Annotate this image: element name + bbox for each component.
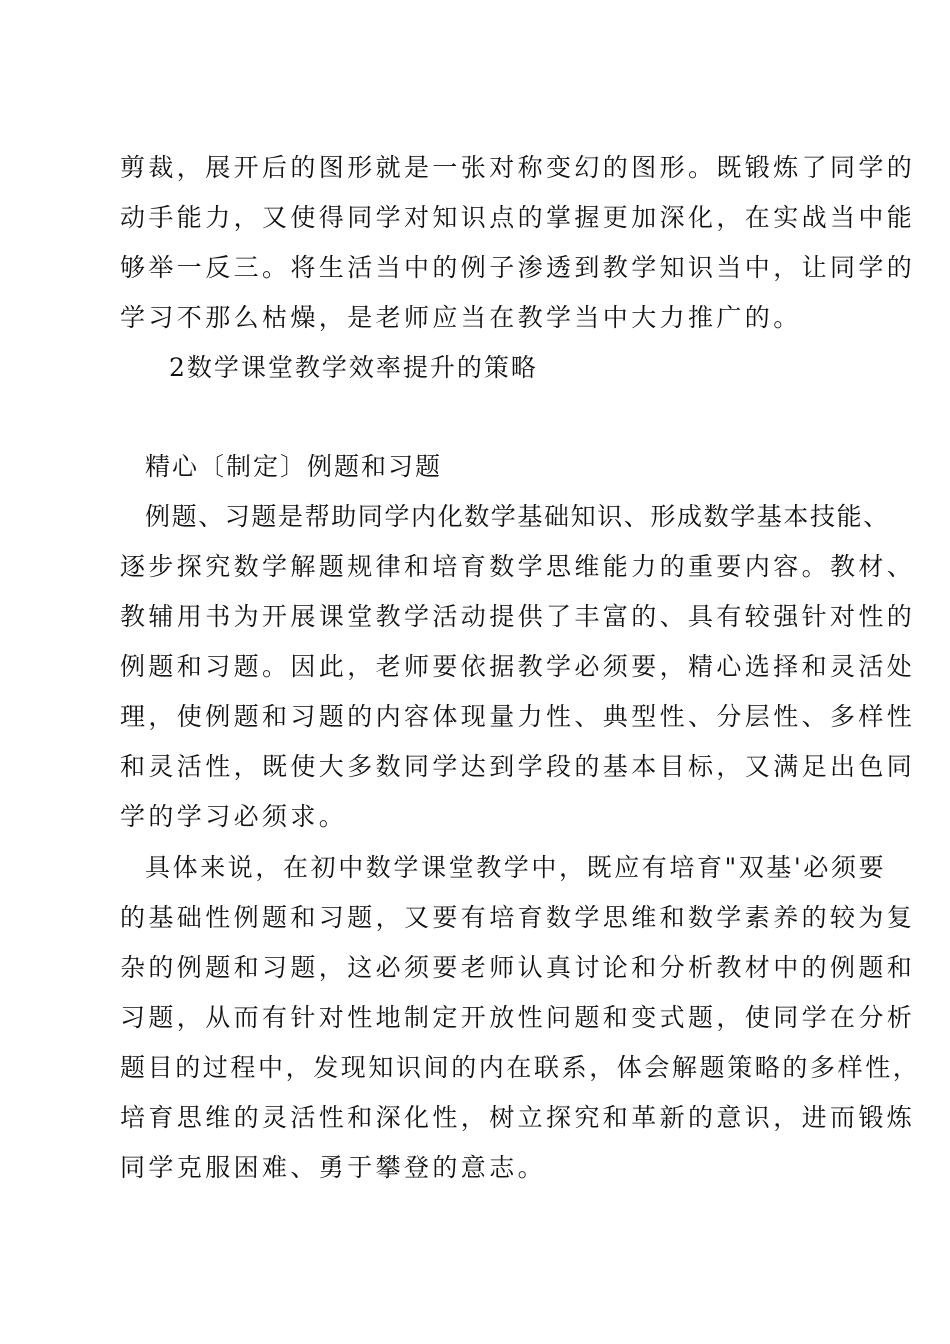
text-line: 同学克服困难、勇于攀登的意志。 xyxy=(120,1153,547,1182)
text-line: 具体来说，在初中数学课堂教学中，既应有培育"双基'必须要 xyxy=(145,853,887,882)
subsection-heading: 精心〔制定〕例题和习题 xyxy=(145,452,443,481)
text-line: 教辅用书为开展课堂教学活动提供了丰富的、具有较强针对性的 xyxy=(120,602,916,631)
text-line: 习题，从而有针对性地制定开放性问题和变式题，使同学在分析 xyxy=(120,1003,916,1032)
text-line: 剪裁，展开后的图形就是一张对称变幻的图形。既锻炼了同学的 xyxy=(120,153,916,182)
text-line: 学的学习必须求。 xyxy=(120,802,348,831)
text-line: 逐步探究数学解题规律和培育数学思维能力的重要内容。教材、 xyxy=(120,552,916,581)
text-line: 理，使例题和习题的内容体现量力性、典型性、分层性、多样性 xyxy=(120,702,916,731)
text-line: 例题和习题。因此，老师要依据教学必须要，精心选择和灵活处 xyxy=(120,652,916,681)
section-heading: 2数学课堂教学效率提升的策略 xyxy=(169,353,538,382)
text-line: 够举一反三。将生活当中的例子渗透到教学知识当中，让同学的 xyxy=(120,253,916,282)
text-line: 和灵活性，既使大多数同学达到学段的基本目标，又满足出色同 xyxy=(120,752,916,781)
text-line: 杂的例题和习题，这必须要老师认真讨论和分析教材中的例题和 xyxy=(120,953,916,982)
text-line: 学习不那么枯燥，是老师应当在教学当中大力推广的。 xyxy=(120,303,802,332)
text-line: 例题、习题是帮助同学内化数学基础知识、形成数学基本技能、 xyxy=(145,502,890,531)
text-line: 动手能力，又使得同学对知识点的掌握更加深化，在实战当中能 xyxy=(120,203,916,232)
text-line: 培育思维的灵活性和深化性，树立探究和革新的意识，进而锻炼 xyxy=(120,1103,916,1132)
text-line: 题目的过程中，发现知识间的内在联系，体会解题策略的多样性， xyxy=(120,1053,921,1082)
text-line: 的基础性例题和习题，又要有培育数学思维和数学素养的较为复 xyxy=(120,903,916,932)
